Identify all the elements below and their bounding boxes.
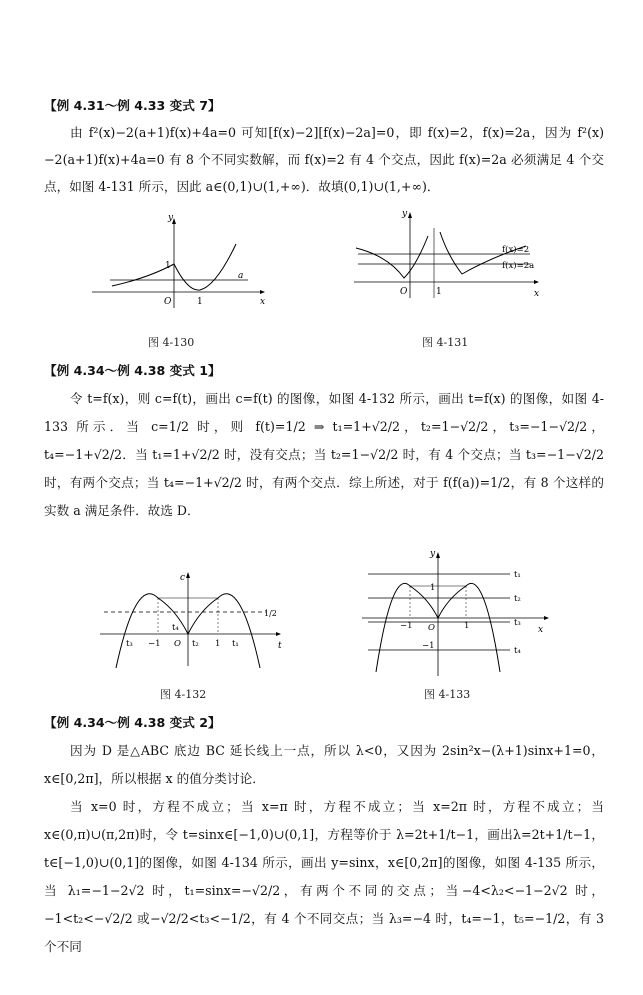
label-one-y: 1 (165, 261, 171, 271)
label-half: 1/2 (264, 609, 277, 618)
label-one-x: 1 (464, 621, 470, 631)
label-origin: O (428, 623, 435, 633)
section-1-text: 由 f²(x)−2(a+1)f(x)+4a=0 可知[f(x)−2][f(x)−2a]=0，即 f(x)=2，f(x)=2a，因为 f²(x)−2(a+1)f(x)+4a=0 有 8 个不同实数解，而 f(x)=2 有 4 个交点，因此 f(x)=2a 必须满足 4 个交点，如图 4-131 所示，因此 a∈(0,1)∪(1,+∞)．故填(0,1)∪(1,+∞)． (44, 125, 604, 194)
label-minus-one: −1 (148, 639, 161, 649)
label-f2a: f(x)=2a (502, 261, 535, 271)
label-x: x (538, 625, 544, 635)
label-t3: t₃ (514, 618, 521, 628)
figure-4-130 (88, 212, 268, 312)
label-minus-one-x: −1 (400, 621, 413, 631)
caption-4-130: 图 4-130 (148, 336, 195, 349)
label-t4: t₄ (514, 646, 521, 656)
label-c: c (180, 573, 186, 583)
caption-4-131: 图 4-131 (422, 336, 469, 349)
label-t1: t₁ (232, 639, 239, 649)
label-y: y (402, 209, 408, 219)
label-t2: t₂ (514, 594, 521, 604)
label-y: y (168, 213, 174, 223)
figure-4-131 (350, 208, 550, 304)
curve-right (174, 244, 236, 290)
label-minus-one-y: −1 (422, 641, 435, 651)
label-origin: O (174, 639, 181, 649)
label-origin: O (164, 297, 172, 307)
label-t1: t₁ (514, 570, 521, 580)
label-a: a (238, 271, 244, 281)
section-1-title: 【例 4.31～例 4.33 变式 7】 (44, 98, 221, 113)
label-x: x (534, 289, 540, 299)
label-f2: f(x)=2 (502, 245, 530, 255)
section-2 (44, 357, 604, 525)
label-one-x: 1 (436, 287, 442, 297)
curve-right (188, 594, 260, 668)
figure-4-133 (358, 548, 554, 678)
label-t4: t₄ (172, 623, 179, 633)
figure-4-132 (96, 566, 286, 670)
label-t3: t₃ (126, 639, 133, 649)
label-x: x (260, 297, 266, 307)
section-1 (44, 92, 604, 200)
caption-4-133: 图 4-133 (424, 688, 471, 701)
label-one-x: 1 (197, 297, 203, 307)
curve-left (356, 236, 428, 278)
label-one: 1 (215, 639, 221, 649)
section-3-paragraph-1: 因为 D 是△ABC 底边 BC 延长线上一点，所以 λ<0，又因为 2sin²x−(λ+1)sinx+1=0，x∈[0,2π]，所以根据 x 的值分类讨论． (44, 743, 604, 786)
section-3 (44, 709, 604, 961)
section-2-title: 【例 4.34～例 4.38 变式 1】 (44, 363, 221, 378)
label-one-y: 1 (430, 583, 436, 593)
label-y: y (430, 549, 436, 559)
label-t: t (278, 641, 282, 651)
label-t2: t₂ (192, 639, 199, 649)
section-3-title: 【例 4.34～例 4.38 变式 2】 (44, 715, 221, 730)
section-3-paragraph-2: 当 x=0 时，方程不成立；当 x=π 时，方程不成立；当 x=2π 时，方程不成立；当 x∈(0,π)∪(π,2π)时，令 t=sinx∈[−1,0)∪(0,1]，方程等价于 λ=2t+1/t−1，画出λ=2t+1/t−1，t∈[−1,0)∪(0,1]的图像，如图 4-134 所示，画出 y=sinx，x∈[0,2π]的图像，如图 4-135 所示，当 λ₁=−1−2√2 时，t₁=sinx=−√2/2，有两个不同的交点；当−4<λ₂<−1−2√2 时，−1<t₂<−√2/2 或−√2/2<t₃<−1/2，有 4 个不同交点；当 λ₃=−4 时，t₄=−1，t₅=−1/2，有 3 个不同 (44, 799, 604, 954)
caption-4-132: 图 4-132 (160, 688, 207, 701)
section-2-text: 令 t=f(x)，则 c=f(t)，画出 c=f(t) 的图像，如图 4-132 所示，画出 t=f(x) 的图像，如图 4-133 所示．当 c=1/2 时，则 f(t)=1/2 ⇒ t₁=1+√2/2，t₂=1−√2/2，t₃=−1−√2/2，t₄=−1+√2/2．当 t₁=1+√2/2 时，没有交点；当 t₂=1−√2/2 时，有 4 个交点；当 t₃=−1−√2/2 时，有两个交点；当 t₄=−1+√2/2 时，有两个交点．综上所述，对于 f(f(a))=1/2，有 8 个这样的实数 a 满足条件．故选 D． (44, 391, 604, 518)
label-origin: O (400, 287, 408, 297)
